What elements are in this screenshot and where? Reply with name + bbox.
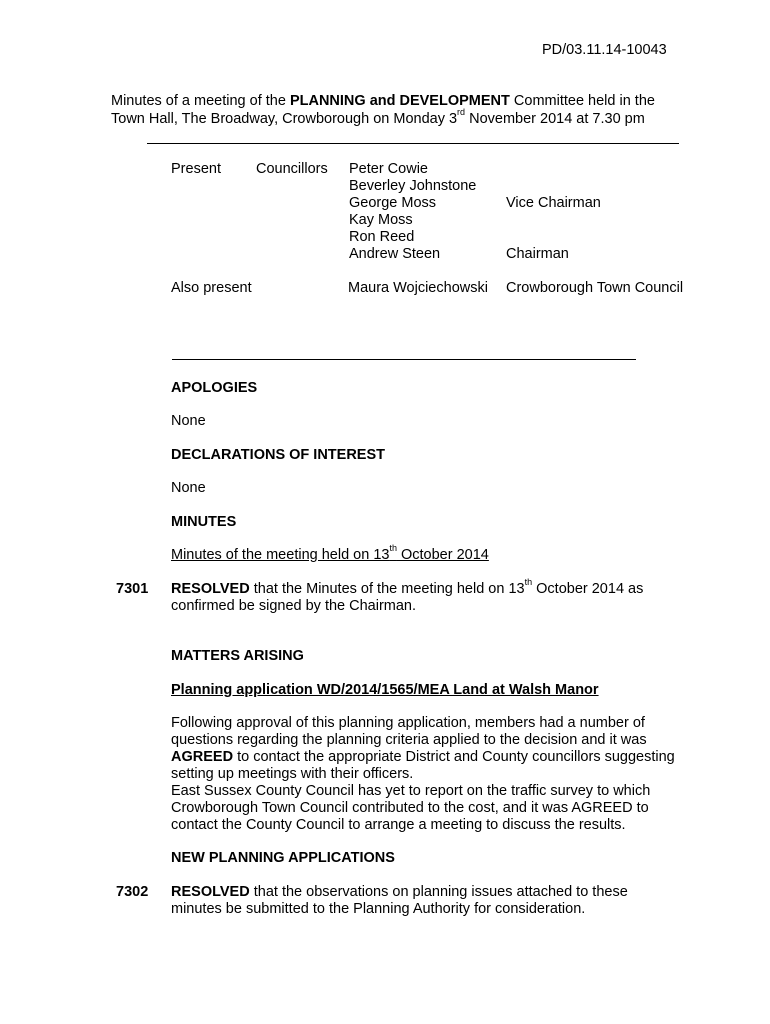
matters-paragraph [171,715,675,834]
paragraph-line [171,749,675,766]
resolution-line-1 [171,577,644,597]
title-text: Committee held in the [509,93,655,109]
minutes-heading: MINUTES [171,514,237,530]
section-divider [172,359,636,360]
member-name: George Moss [349,195,437,211]
resolved-label: RESOLVED [171,581,250,597]
paragraph-line: setting up meetings with their officers. [171,766,414,782]
member-name: Ron Reed [349,229,415,245]
paragraph-line: East Sussex County Council has yet to report on the traffic survey to which [171,783,651,799]
matters-heading: MATTERS ARISING [171,648,304,664]
member-role: Chairman [506,246,569,262]
agreed-label: AGREED [171,749,234,765]
also-present-name: Maura Wojciechowski [348,280,488,296]
item-number: 7301 [116,581,149,597]
minutes-subheading-text: October 2014 [396,547,489,563]
item-number: 7302 [116,884,149,900]
title-text: Town Hall, The Broadway, Crowborough on Monday 3 [111,111,458,127]
paragraph-line: Crowborough Town Council contributed to the cost, and it was AGREED to [171,800,649,816]
declarations-heading: DECLARATIONS OF INTEREST [171,447,386,463]
resolution-line-2: confirmed be signed by the Chairman. [171,598,417,614]
resolution-line-1 [171,884,628,900]
apologies-heading: APOLOGIES [171,380,258,396]
member-name: Peter Cowie [349,161,428,177]
planning-application-subheading: Planning application WD/2014/1565/MEA Land at Walsh Manor [171,682,599,698]
resolution-text: October 2014 as [532,581,644,597]
committee-name: PLANNING and DEVELOPMENT [289,93,510,109]
minutes-subheading [171,543,489,563]
resolution-text: that the observations on planning issues attached to these [249,884,628,900]
title-divider [147,143,679,144]
paragraph-text: to contact the appropriate District and County councillors suggesting [233,749,675,765]
also-present-org: Crowborough Town Council [506,280,684,296]
also-present-label: Also present [171,280,252,296]
resolution-line-2: minutes be submitted to the Planning Authority for consideration. [171,901,586,917]
document-reference: PD/03.11.14-10043 [542,42,667,58]
superscript: rd [457,107,466,117]
declarations-text: None [171,480,206,496]
apologies-text: None [171,413,206,429]
resolved-label: RESOLVED [171,884,250,900]
paragraph-line: Following approval of this planning application, members had a number of [171,715,645,731]
member-name: Beverley Johnstone [349,178,477,194]
new-applications-heading: NEW PLANNING APPLICATIONS [171,850,395,866]
superscript: th [524,577,533,587]
title-text: Minutes of a meeting of the [111,93,290,109]
paragraph-line: contact the County Council to arrange a meeting to discuss the results. [171,817,626,833]
present-label: Present [171,161,221,177]
title-line-2 [111,107,645,127]
minutes-subheading-text: Minutes of the meeting held on 13 [171,547,390,563]
member-name: Kay Moss [349,212,413,228]
resolution-text: that the Minutes of the meeting held on 13 [249,581,525,597]
superscript: th [389,543,397,553]
member-role: Vice Chairman [506,195,601,211]
title-line-1 [111,93,655,109]
councillors-label: Councillors [256,161,328,177]
paragraph-line: questions regarding the planning criteria applied to the decision and it was [171,732,647,748]
member-name: Andrew Steen [349,246,441,262]
title-text: November 2014 at 7.30 pm [465,111,645,127]
